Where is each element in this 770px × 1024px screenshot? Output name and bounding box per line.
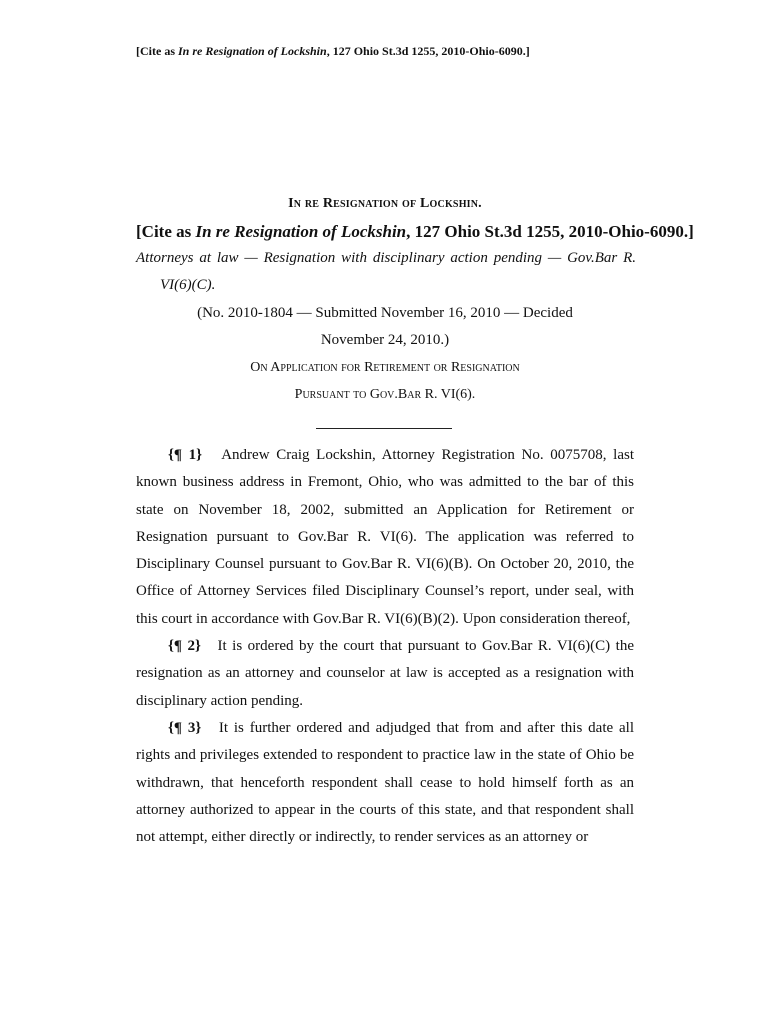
citation-suffix: , 127 Ohio St.3d 1255, 2010-Ohio-6090.]: [406, 222, 694, 241]
section-divider: [316, 428, 452, 429]
paragraph-text: It is further ordered and adjudged that from and after this date all rights and privileges extended to respondent to practice law in the state of Ohio be withdrawn, that henceforth respondent shall cease to hold himself forth as an attorney authorized to appear in the courts of this state, and that respondent shall not attempt, either directly or indirectly, to render services as an attorney or: [136, 719, 635, 846]
citation-line: [136, 222, 694, 242]
paragraph-2: [136, 633, 634, 715]
opinion-body: [136, 442, 634, 851]
paragraph-number: {¶ 1}: [168, 447, 203, 463]
paragraph-number: {¶ 3}: [168, 719, 202, 736]
paragraph-1: [136, 442, 634, 633]
paragraph-text: Andrew Craig Lockshin, Attorney Registration No. 0075708, last known business address in Fremont, Ohio, who was admitted to the bar of this state on November 18, 2002, submitted an Application for Retirement or Resignation pursuant to Gov.Bar R. VI(6). The application was referred to Disciplinary Counsel pursuant to Gov.Bar R. VI(6)(B). On October 20, 2010, the Office of Attorney Services filed Disciplinary Counsel’s report, under seal, with this court in accordance with Gov.Bar R. VI(6)(B)(2). Upon consideration thereof,: [136, 447, 634, 627]
application-heading-line-2: Pursuant to Gov.Bar R. VI(6).: [294, 387, 476, 402]
running-header-prefix: [Cite as: [136, 44, 178, 58]
running-header-case-name: In re Resignation of Lockshin: [178, 44, 327, 58]
syllabus-line-2: VI(6)(C).: [160, 277, 216, 293]
paragraph-3: [136, 715, 634, 851]
case-title: In re Resignation of Lockshin.: [288, 196, 482, 211]
paragraph-text: It is ordered by the court that pursuant to Gov.Bar R. VI(6)(C) the resignation as an attorney and counselor at law is accepted as a resignation with disciplinary action pending.: [136, 638, 634, 709]
running-header: [136, 44, 530, 59]
syllabus-line-1: Attorneys at law — Resignation with disciplinary action pending — Gov.Bar R.: [136, 250, 636, 266]
paragraph-number: {¶ 2}: [168, 638, 201, 655]
application-heading-line-1: On Application for Retirement or Resignation: [250, 360, 520, 375]
citation-prefix: [Cite as: [136, 222, 196, 241]
citation-case-name: In re Resignation of Lockshin: [195, 222, 407, 241]
docket-line-2: November 24, 2010.): [320, 332, 450, 348]
docket-line-1: (No. 2010-1804 — Submitted November 16, 2010 — Decided: [197, 305, 573, 321]
running-header-suffix: , 127 Ohio St.3d 1255, 2010-Ohio-6090.]: [326, 44, 530, 58]
